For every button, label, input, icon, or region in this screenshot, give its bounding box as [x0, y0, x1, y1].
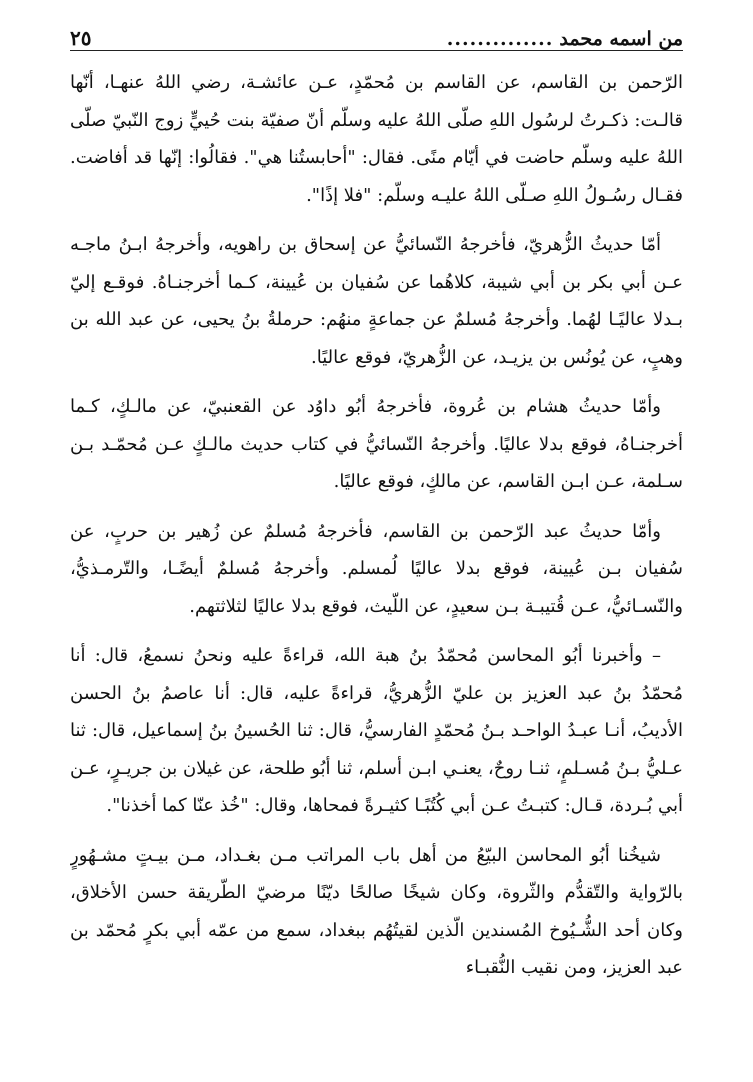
paragraph: – وأخبرنا أبُو المحاسن مُحمّدُ بنُ هبة الله، قراءةً عليه ونحنُ نسمعُ، قال: أنا مُحمّدُ بنُ عبد العزيز بن عليّ الزُّهريُّ، قراءةً عليه، قال: أنا عاصمُ بنُ الحسن الأديبُ، أنـا عبـدُ الواحـد بـنُ مُحمّدٍ الفارسيُّ، قال: ثنا الحُسينُ بنُ إسماعيل، قال: ثنا عـليُّ بـنُ مُسـلمٍ، ثنـا روحٌ، يعنـي ابـن أسلم، ثنا أبُو طلحة، عن غيلان بن جريـرٍ، عـن أبي بُـردة، قـال: كتبـتُ عـن أبي كُتُبًـا كثيـرةً فمحاها، وقال: "خُذ عنّا كما أخذنا". [70, 645, 683, 816]
paragraph: الرّحمن بن القاسم، عن القاسم بن مُحمّدٍ، عـن عائشـة، رضي اللهُ عنهـا، أنّها قالـت: ذكـرتُ لرسُول اللهِ صلّى اللهُ عليه وسلّم أنّ صفيّة بنت حُييٍّ زوج النّبيّ صلّى اللهُ عليه وسلّم حاضت في أيّام منًى. فقال: "أحابستُنا هي". فقالُوا: إنّها قد أفاضت. فقـال رسُـولُ اللهِ صـلّى اللهُ عليـه وسلّم: "فلا إذًا". [70, 72, 683, 206]
page-body [70, 64, 683, 1052]
paragraph: أمّا حديثُ الزُّهريّ، فأخرجهُ النّسائيُّ عن إسحاق بن راهويه، وأخرجهُ ابـنُ ماجـه عـن أبي بكر بن أبي شيبة، كلاهُما عن سُفيان بن عُيينة، كـما أخرجنـاهُ. فوقـع إليّ بـدلا عاليًـا لهُما. وأخرجهُ مُسلمٌ عن جماعةٍ منهُم: حرملةُ بنُ يحيى، عن عبد الله بن وهبٍ، عن يُونُس بن يزيـد، عن الزُّهريّ، فوقع عاليًا. [70, 234, 683, 368]
header-rule [70, 50, 683, 51]
running-header [70, 16, 683, 50]
paragraph: شيخُنا أبُو المحاسن البيّعُ من أهل باب المراتب مـن بغـداد، مـن بيـتٍ مشـهُورٍ بالرّواية والتّقدُّم والثّروة، وكان شيخًا صالحًا ديّنًا مرضيّ الطّريقة حسن الأخلاق، وكان أحد الشُّـيُوخ المُسندين الّذين لقيتُهُم ببغداد، سمع من عمّه أبي بكرٍ مُحمّد بن عبد العزيز، ومن نقيب النُّقبـاء [70, 844, 683, 978]
header-dots: .............. [446, 28, 554, 50]
paragraph: وأمّا حديثُ هشام بن عُروة، فأخرجهُ أبُو داوُد عن القعنبيّ، عن مالـكٍ، كـما أخرجنـاهُ، فوقع بدلا عاليًا. وأخرجهُ النّسائيُّ في كتاب حديث مالـكٍ عـن مُحمّـد بـن سـلمة، عـن ابـن القاسم، عن مالكٍ، فوقع عاليًا. [70, 396, 683, 492]
paragraph: وأمّا حديثُ عبد الرّحمن بن القاسم، فأخرجهُ مُسلمٌ عن زُهير بن حربٍ، عن سُفيان بـن عُيينة، فوقع بدلا عاليًا لُمسلم. وأخرجهُ مُسلمٌ أيضًـا، والتّرمـذيُّ، والنّسـائيُّ، عـن قُتيبـة بـن سعيدٍ، عن اللّيث، فوقع بدلا عاليًا لثلاثتهم. [70, 520, 683, 617]
page-number: ٢٥ [70, 26, 92, 50]
running-title: من اسمه محمد [559, 28, 683, 50]
